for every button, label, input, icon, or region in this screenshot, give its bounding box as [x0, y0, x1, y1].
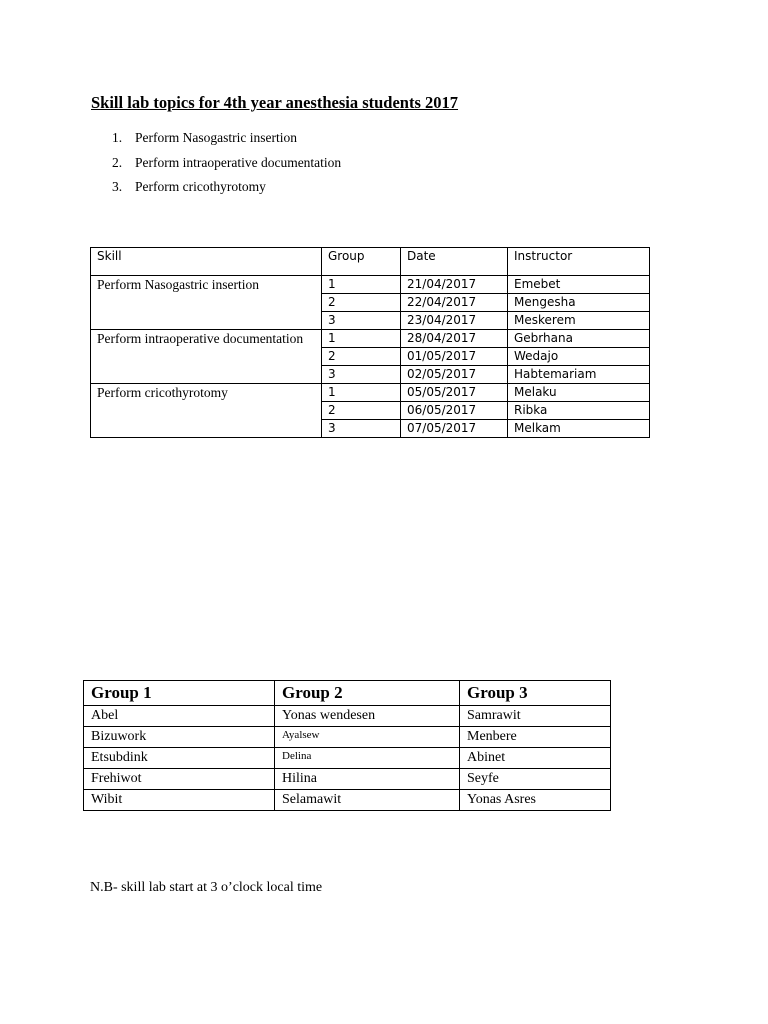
topic-text: Perform intraoperative documentation — [135, 154, 342, 170]
groups-row — [84, 769, 611, 790]
schedule-table — [90, 247, 650, 438]
schedule-header-skill: Skill — [91, 248, 322, 276]
schedule-date-cell: 22/04/2017 — [401, 294, 508, 312]
group-2-member: Yonas wendesen — [275, 706, 460, 727]
schedule-instructor-cell: Melaku — [508, 384, 650, 402]
schedule-header-group: Group — [322, 248, 401, 276]
schedule-group-cell: 1 — [322, 276, 401, 294]
schedule-instructor-cell: Melkam — [508, 420, 650, 438]
schedule-date-cell: 01/05/2017 — [401, 348, 508, 366]
schedule-group-cell: 2 — [322, 294, 401, 312]
groups-table — [83, 680, 611, 811]
schedule-group-cell: 3 — [322, 420, 401, 438]
schedule-row — [91, 276, 650, 294]
topic-text: Perform Nasogastric insertion — [135, 130, 297, 145]
group-1-member: Frehiwot — [84, 769, 275, 790]
topic-list — [112, 129, 341, 203]
schedule-date-cell: 05/05/2017 — [401, 384, 508, 402]
schedule-group-cell: 2 — [322, 402, 401, 420]
schedule-header-instructor: Instructor — [508, 248, 650, 276]
schedule-instructor-cell: Mengesha — [508, 294, 650, 312]
topic-number: 2. — [112, 154, 123, 170]
groups-header-1: Group 1 — [84, 681, 275, 706]
groups-header-3: Group 3 — [460, 681, 611, 706]
schedule-header-row — [91, 248, 650, 276]
schedule-date-cell: 23/04/2017 — [401, 312, 508, 330]
schedule-instructor-cell: Wedajo — [508, 348, 650, 366]
group-2-member: Selamawit — [275, 790, 460, 811]
group-3-member: Seyfe — [460, 769, 611, 790]
groups-row — [84, 706, 611, 727]
groups-row — [84, 727, 611, 748]
schedule-instructor-cell: Gebrhana — [508, 330, 650, 348]
group-2-member: Delina — [275, 748, 460, 769]
groups-row — [84, 790, 611, 811]
schedule-group-cell: 3 — [322, 312, 401, 330]
topic-item — [112, 154, 341, 179]
group-1-member: Abel — [84, 706, 275, 727]
schedule-instructor-cell: Habtemariam — [508, 366, 650, 384]
schedule-skill-cell: Perform cricothyrotomy — [91, 384, 322, 438]
schedule-date-cell: 28/04/2017 — [401, 330, 508, 348]
schedule-instructor-cell: Meskerem — [508, 312, 650, 330]
schedule-skill-cell: Perform intraoperative documentation — [91, 330, 322, 384]
schedule-header-date: Date — [401, 248, 508, 276]
schedule-instructor-cell: Ribka — [508, 402, 650, 420]
schedule-date-cell: 07/05/2017 — [401, 420, 508, 438]
schedule-date-cell: 21/04/2017 — [401, 276, 508, 294]
schedule-group-cell: 1 — [322, 330, 401, 348]
group-3-member: Menbere — [460, 727, 611, 748]
group-1-member: Wibit — [84, 790, 275, 811]
schedule-instructor-cell: Emebet — [508, 276, 650, 294]
group-2-member: Ayalsew — [275, 727, 460, 748]
group-2-member: Hilina — [275, 769, 460, 790]
groups-header-row — [84, 681, 611, 706]
group-3-member: Samrawit — [460, 706, 611, 727]
topic-item — [112, 178, 341, 203]
schedule-skill-cell: Perform Nasogastric insertion — [91, 276, 322, 330]
schedule-group-cell: 1 — [322, 384, 401, 402]
group-3-member: Yonas Asres — [460, 790, 611, 811]
topic-number: 1. — [112, 130, 123, 145]
schedule-row — [91, 384, 650, 402]
group-1-member: Bizuwork — [84, 727, 275, 748]
groups-header-2: Group 2 — [275, 681, 460, 706]
groups-row — [84, 748, 611, 769]
topic-text: Perform cricothyrotomy — [135, 179, 266, 194]
topic-item — [112, 129, 341, 154]
topic-number: 3. — [112, 179, 123, 194]
group-3-member: Abinet — [460, 748, 611, 769]
schedule-date-cell: 02/05/2017 — [401, 366, 508, 384]
document-title: Skill lab topics for 4th year anesthesia students 2017 — [91, 93, 459, 112]
schedule-group-cell: 3 — [322, 366, 401, 384]
schedule-date-cell: 06/05/2017 — [401, 402, 508, 420]
schedule-row — [91, 330, 650, 348]
schedule-group-cell: 2 — [322, 348, 401, 366]
group-1-member: Etsubdink — [84, 748, 275, 769]
start-time-note: N.B- skill lab start at 3 o’clock local time — [90, 880, 323, 895]
